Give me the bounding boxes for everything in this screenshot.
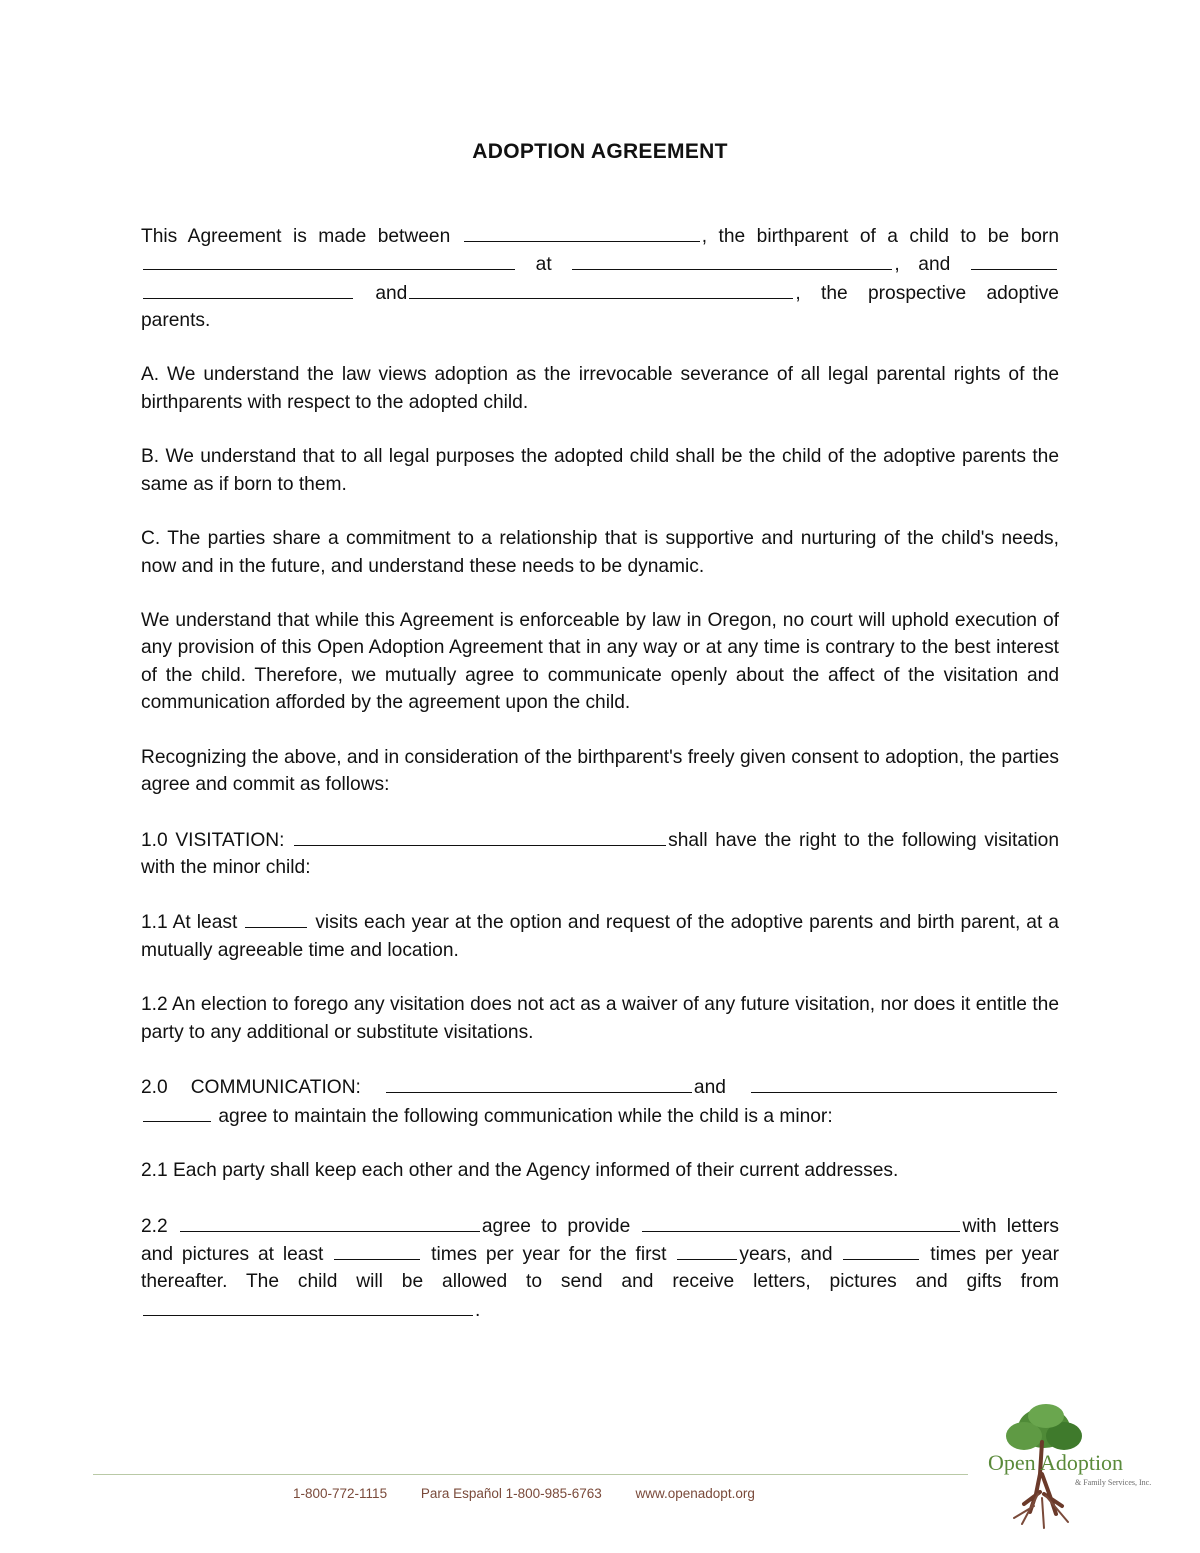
section-2-2-text-3: times per year for the first xyxy=(431,1243,667,1265)
section-2-2-num: 2.2 xyxy=(141,1215,168,1237)
intro-text-1: This Agreement is made between xyxy=(141,226,451,247)
section-2-0 xyxy=(141,1073,1059,1130)
section-2-2-text-1: agree to provide xyxy=(481,1215,631,1237)
intro-text-5: and xyxy=(375,282,408,304)
visitation-party-blank[interactable] xyxy=(294,826,666,846)
provider-party-blank[interactable] xyxy=(180,1212,480,1232)
adoptive-parent-2-blank[interactable] xyxy=(409,279,793,299)
section-2-2-text-4: years, and xyxy=(739,1243,833,1265)
birthparent-name-blank[interactable] xyxy=(464,222,700,242)
paragraph-recognizing: Recognizing the above, and in consideration of the birthparent's freely given consent to adoption, the parties agree and commit as follows: xyxy=(141,746,1059,795)
gifts-from-blank[interactable] xyxy=(143,1296,473,1316)
section-2-0-text: agree to maintain the following communication while the child is a minor: xyxy=(218,1105,833,1127)
paragraph-b: B. We understand that to all legal purposes the adopted child shall be the child of the adoptive parents the same as if born to them. xyxy=(141,446,1059,495)
section-2-2-text-5: times per year thereafter. The child will be allowed to send and receive letters, pictures and gifts from xyxy=(141,1243,1059,1293)
section-2-2-text-2: with letters and pictures at least xyxy=(141,1215,1059,1265)
first-years-blank[interactable] xyxy=(677,1240,737,1260)
section-1-0-label: 1.0 VISITATION: xyxy=(141,829,285,851)
section-1-0 xyxy=(141,826,1059,882)
letters-per-year-blank[interactable] xyxy=(334,1240,420,1260)
section-1-1-pre: 1.1 At least xyxy=(141,912,238,934)
footer-divider xyxy=(93,1474,968,1475)
footer-website[interactable]: www.openadopt.org xyxy=(635,1486,755,1501)
footer-phone: 1-800-772-1115 xyxy=(293,1486,388,1501)
section-1-1-text: visits each year at the option and request of the adoptive parents and birth parent, at a mutually agreeable time and location. xyxy=(141,912,1059,961)
paragraph-a: A. We understand the law views adoption as the irrevocable severance of all legal parental rights of the birthparents with respect to the adopted child. xyxy=(141,364,1059,413)
intro-text-3: at xyxy=(535,254,552,276)
adoptive-parent-1-blank-a[interactable] xyxy=(971,250,1057,270)
logo-name: Open Adoption xyxy=(988,1450,1124,1475)
communication-party-1-blank[interactable] xyxy=(386,1073,692,1093)
logo-subtitle: & Family Services, Inc. xyxy=(1075,1478,1152,1487)
recipient-party-blank[interactable] xyxy=(642,1212,960,1232)
section-2-2 xyxy=(141,1212,1059,1324)
section-1-0-text: shall have the right to the following visitation with the minor child: xyxy=(141,829,1059,878)
communication-party-2-blank-a[interactable] xyxy=(751,1073,1057,1093)
intro-paragraph xyxy=(141,222,1059,334)
section-2-2-text-6: . xyxy=(475,1299,481,1321)
section-1-2: 1.2 An election to forego any visitation does not act as a waiver of any future visitation, nor does it entitle the party to any additional or substitute visitations. xyxy=(141,994,1059,1043)
footer-contact xyxy=(293,1486,785,1501)
footer-spanish-phone: Para Español 1-800-985-6763 xyxy=(420,1486,602,1501)
document-title: ADOPTION AGREEMENT xyxy=(472,140,728,163)
intro-text-6: , the prospective adoptive parents. xyxy=(141,282,1059,331)
visits-count-blank[interactable] xyxy=(245,908,307,928)
intro-text-2: , the birthparent of a child to be born xyxy=(701,226,1059,247)
section-2-0-label: 2.0 COMMUNICATION: xyxy=(141,1077,361,1099)
birth-date-blank[interactable] xyxy=(143,250,515,270)
section-2-1: 2.1 Each party shall keep each other and the Agency informed of their current addresses. xyxy=(141,1160,899,1182)
birth-place-blank[interactable] xyxy=(572,250,892,270)
thereafter-times-blank[interactable] xyxy=(843,1240,919,1260)
paragraph-c: C. The parties share a commitment to a relationship that is supportive and nurturing of the child's needs, now and in the future, and understand these needs to be dynamic. xyxy=(141,528,1059,577)
intro-text-4: , and xyxy=(894,254,951,276)
section-1-1 xyxy=(141,908,1059,964)
communication-party-2-blank-b[interactable] xyxy=(143,1102,211,1122)
document-body xyxy=(141,222,1059,1351)
paragraph-oregon: We understand that while this Agreement is enforceable by law in Oregon, no court will uphold execution of any provision of this Open Adoption Agreement that in any way or at any time is contrary to the best interest of the child. Therefore, we mutually agree to communicate openly about the affect of the visitation and communication afforded by the agreement upon the child. xyxy=(141,610,1059,714)
adoptive-parent-1-blank-b[interactable] xyxy=(143,279,353,299)
section-2-0-and: and xyxy=(693,1077,726,1099)
